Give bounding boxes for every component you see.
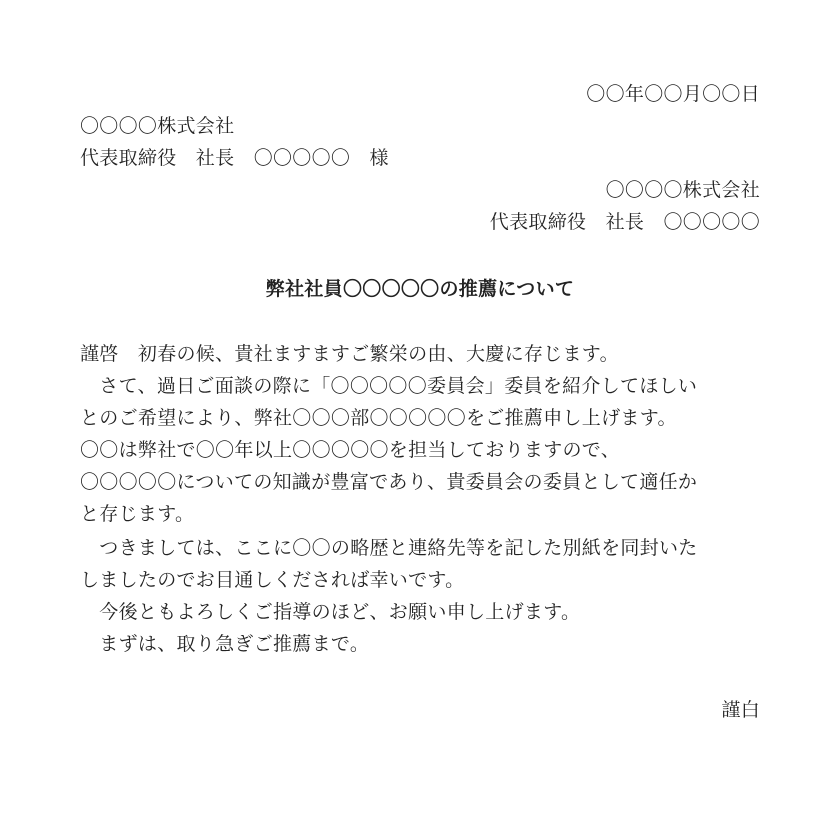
letter-date: 〇〇年〇〇月〇〇日 bbox=[586, 83, 760, 105]
body-line: さて、過日ご面談の際に「〇〇〇〇〇委員会」委員を紹介してほしい bbox=[80, 375, 698, 397]
recipient-company: 〇〇〇〇株式会社 bbox=[80, 115, 235, 137]
letter-subject: 弊社社員〇〇〇〇〇の推薦について bbox=[265, 278, 575, 300]
body-line: 〇〇は弊社で〇〇年以上〇〇〇〇〇を担当しておりますので、 bbox=[80, 439, 621, 461]
letter-closing: 謹白 bbox=[721, 699, 760, 721]
body-line: 謹啓 初春の候、貴社ますますご繁栄の由、大慶に存じます。 bbox=[80, 343, 619, 365]
recipient-person: 代表取締役 社長 〇〇〇〇〇 様 bbox=[80, 147, 389, 169]
body-line: 〇〇〇〇〇についての知識が豊富であり、貴委員会の委員として適任か bbox=[80, 471, 698, 493]
body-line: まずは、取り急ぎご推薦まで。 bbox=[80, 633, 370, 655]
sender-company: 〇〇〇〇株式会社 bbox=[605, 179, 760, 201]
body-line: しましたのでお目通しくだされば幸いです。 bbox=[80, 569, 465, 591]
body-line: とのご希望により、弊社〇〇〇部〇〇〇〇〇をご推薦申し上げます。 bbox=[80, 407, 677, 429]
body-line: 今後ともよろしくご指導のほど、お願い申し上げます。 bbox=[80, 601, 581, 623]
body-line: つきましては、ここに〇〇の略歴と連絡先等を記した別紙を同封いた bbox=[80, 537, 698, 559]
sender-person: 代表取締役 社長 〇〇〇〇〇 bbox=[489, 211, 760, 233]
body-line: と存じます。 bbox=[80, 503, 195, 525]
